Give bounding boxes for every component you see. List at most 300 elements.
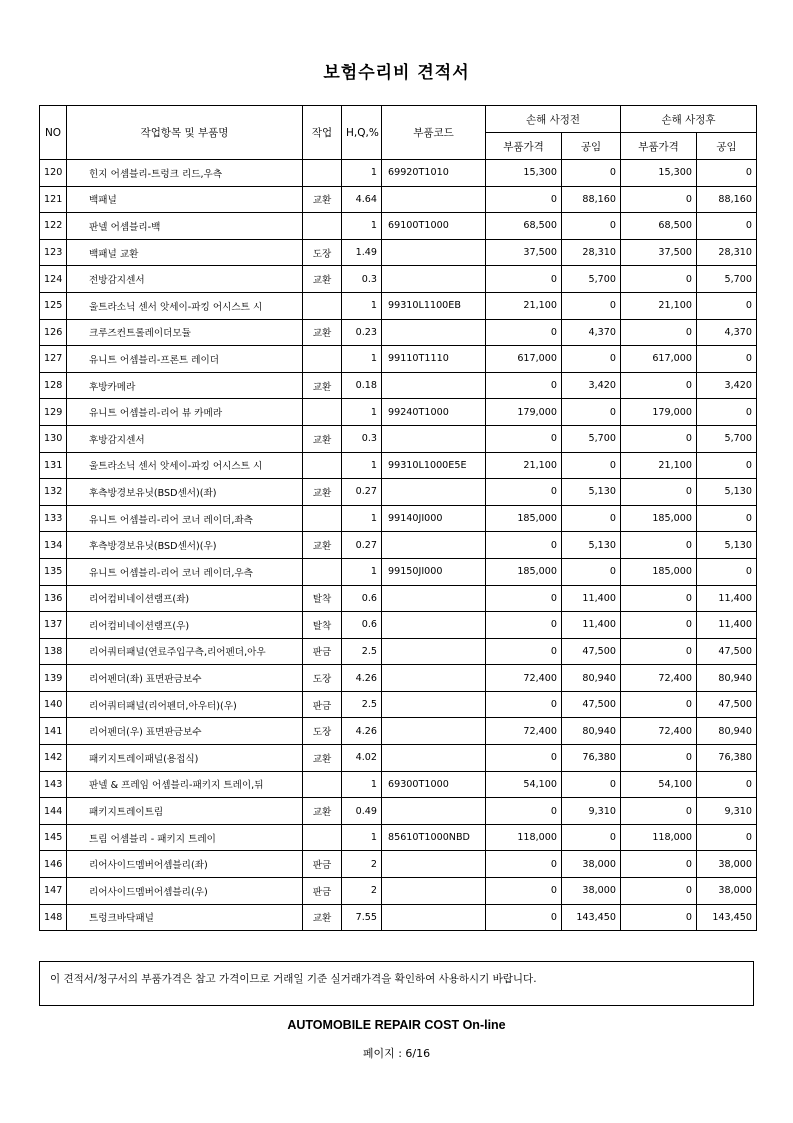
cell-before-part-price: 21,100 (486, 292, 562, 319)
cell-before-labor: 28,310 (562, 239, 621, 266)
table-row (40, 372, 757, 399)
cell-before-labor: 143,450 (562, 904, 621, 931)
cell-after-labor: 47,500 (697, 691, 757, 718)
cell-hq: 0.27 (342, 479, 382, 506)
cell-hq: 0.6 (342, 612, 382, 639)
cell-part-code: 69300T1000 (382, 771, 486, 798)
cell-before-labor: 0 (562, 452, 621, 479)
cell-item-name: 리어쿼터패널(리어펜더,아우터)(우) (67, 691, 303, 718)
cell-after-labor: 80,940 (697, 665, 757, 692)
cell-no: 144 (40, 798, 67, 825)
cell-part-code (382, 904, 486, 931)
cell-after-part-price: 0 (621, 878, 697, 905)
cell-part-code (382, 638, 486, 665)
cell-after-part-price: 68,500 (621, 213, 697, 240)
cell-item-name: 트림 어셈블리 - 패키지 트레이 (67, 824, 303, 851)
cell-item-name: 리어컴비네이션램프(우) (67, 612, 303, 639)
cell-work: 도장 (303, 718, 342, 745)
cell-before-labor: 0 (562, 558, 621, 585)
cell-no: 122 (40, 213, 67, 240)
cell-no: 137 (40, 612, 67, 639)
cell-before-part-price: 21,100 (486, 452, 562, 479)
cell-after-labor: 0 (697, 452, 757, 479)
header-no: NO (40, 106, 67, 160)
table-row (40, 399, 757, 426)
cell-before-part-price: 0 (486, 372, 562, 399)
cell-part-code: 69920T1010 (382, 160, 486, 187)
table-row (40, 346, 757, 373)
cell-hq: 0.18 (342, 372, 382, 399)
cell-work (303, 824, 342, 851)
cell-hq: 4.26 (342, 665, 382, 692)
cell-no: 132 (40, 479, 67, 506)
cell-before-part-price: 54,100 (486, 771, 562, 798)
notice-text: 이 견적서/청구서의 부품가격은 참고 가격이므로 거래일 기준 실거래가격을 확인하여 사용하시기 바랍니다. (50, 973, 537, 985)
cell-item-name: 리어사이드멤버어셈블리(우) (67, 878, 303, 905)
cell-before-part-price: 0 (486, 878, 562, 905)
cell-before-part-price: 0 (486, 266, 562, 293)
cell-after-labor: 0 (697, 292, 757, 319)
cell-work: 교환 (303, 266, 342, 293)
header-after: 손해 사정후 (621, 106, 757, 133)
cell-part-code: 99240T1000 (382, 399, 486, 426)
cell-work: 교환 (303, 372, 342, 399)
table-row (40, 292, 757, 319)
cell-before-part-price: 0 (486, 532, 562, 559)
cell-after-labor: 0 (697, 399, 757, 426)
header-after-part-price: 부품가격 (621, 133, 697, 160)
header-item: 작업항목 및 부품명 (67, 106, 303, 160)
cell-work (303, 213, 342, 240)
cell-hq: 4.64 (342, 186, 382, 213)
cell-before-labor: 5,130 (562, 532, 621, 559)
cell-before-part-price: 72,400 (486, 718, 562, 745)
cell-no: 127 (40, 346, 67, 373)
cell-work (303, 292, 342, 319)
cell-work: 판금 (303, 851, 342, 878)
cell-before-labor: 0 (562, 771, 621, 798)
table-row (40, 878, 757, 905)
table-row (40, 452, 757, 479)
cell-no: 138 (40, 638, 67, 665)
cell-before-labor: 0 (562, 505, 621, 532)
cell-part-code: 99310L1000E5E (382, 452, 486, 479)
table-row (40, 213, 757, 240)
cell-part-code (382, 585, 486, 612)
cell-work: 판금 (303, 638, 342, 665)
cell-hq: 2 (342, 851, 382, 878)
cell-work (303, 452, 342, 479)
cell-part-code: 99310L1100EB (382, 292, 486, 319)
cell-before-part-price: 68,500 (486, 213, 562, 240)
cell-item-name: 판넬 & 프레임 어셈블리-패키지 트레이,뒤 (67, 771, 303, 798)
cell-before-part-price: 185,000 (486, 505, 562, 532)
cell-after-labor: 76,380 (697, 745, 757, 772)
table-row (40, 745, 757, 772)
cell-after-part-price: 0 (621, 425, 697, 452)
cell-item-name: 울트라소닉 센서 앗세이-파킹 어시스트 시 (67, 452, 303, 479)
cell-after-labor: 0 (697, 160, 757, 187)
cell-part-code (382, 319, 486, 346)
cell-item-name: 리어컴비네이션램프(좌) (67, 585, 303, 612)
cell-hq: 0.3 (342, 425, 382, 452)
cell-hq: 1 (342, 771, 382, 798)
cell-work: 교환 (303, 532, 342, 559)
cell-item-name: 울트라소닉 센서 앗세이-파킹 어시스트 시 (67, 292, 303, 319)
cell-part-code (382, 425, 486, 452)
header-hq: H,Q,% (342, 106, 382, 160)
cell-before-part-price: 72,400 (486, 665, 562, 692)
cell-no: 145 (40, 824, 67, 851)
cell-after-part-price: 54,100 (621, 771, 697, 798)
cell-after-part-price: 185,000 (621, 558, 697, 585)
cell-item-name: 패키지트레이트림 (67, 798, 303, 825)
cell-part-code (382, 718, 486, 745)
table-row (40, 425, 757, 452)
cell-work: 교환 (303, 798, 342, 825)
cell-hq: 1 (342, 399, 382, 426)
cell-no: 134 (40, 532, 67, 559)
cell-hq: 1 (342, 824, 382, 851)
cell-item-name: 전방감지센서 (67, 266, 303, 293)
cell-item-name: 유니트 어셈블리-리어 코너 레이더,좌측 (67, 505, 303, 532)
cell-before-labor: 11,400 (562, 612, 621, 639)
cell-work (303, 505, 342, 532)
cell-no: 125 (40, 292, 67, 319)
cell-before-part-price: 0 (486, 904, 562, 931)
cell-after-labor: 0 (697, 771, 757, 798)
header-work: 작업 (303, 106, 342, 160)
footer-title: AUTOMOBILE REPAIR COST On-line (287, 1018, 506, 1032)
table-row (40, 638, 757, 665)
cell-hq: 0.3 (342, 266, 382, 293)
cell-before-labor: 38,000 (562, 878, 621, 905)
cell-no: 130 (40, 425, 67, 452)
cell-after-labor: 38,000 (697, 878, 757, 905)
cell-before-labor: 0 (562, 292, 621, 319)
cell-no: 123 (40, 239, 67, 266)
cell-part-code: 99140JI000 (382, 505, 486, 532)
cell-no: 136 (40, 585, 67, 612)
table-row (40, 558, 757, 585)
cell-after-part-price: 0 (621, 691, 697, 718)
cell-part-code: 69100T1000 (382, 213, 486, 240)
cell-after-labor: 4,370 (697, 319, 757, 346)
cell-part-code (382, 266, 486, 293)
cell-item-name: 힌지 어셈블리-트렁크 리드,우측 (67, 160, 303, 187)
cell-part-code: 85610T1000NBD (382, 824, 486, 851)
cell-item-name: 리어펜더(좌) 표면판금보수 (67, 665, 303, 692)
cell-item-name: 후방감지센서 (67, 425, 303, 452)
cell-before-labor: 47,500 (562, 691, 621, 718)
cell-before-part-price: 0 (486, 691, 562, 718)
cell-part-code (382, 372, 486, 399)
cell-after-labor: 5,130 (697, 532, 757, 559)
cell-item-name: 백패널 교환 (67, 239, 303, 266)
cell-before-labor: 88,160 (562, 186, 621, 213)
cell-part-code (382, 186, 486, 213)
cell-before-part-price: 0 (486, 186, 562, 213)
cell-part-code: 99150JI000 (382, 558, 486, 585)
table-row (40, 239, 757, 266)
cell-no: 141 (40, 718, 67, 745)
cell-before-labor: 76,380 (562, 745, 621, 772)
cell-before-labor: 80,940 (562, 665, 621, 692)
cell-after-labor: 143,450 (697, 904, 757, 931)
cell-after-part-price: 0 (621, 319, 697, 346)
cell-part-code (382, 745, 486, 772)
header-code: 부품코드 (382, 106, 486, 160)
cell-hq: 2 (342, 878, 382, 905)
cell-after-part-price: 185,000 (621, 505, 697, 532)
cell-before-part-price: 0 (486, 612, 562, 639)
cell-no: 124 (40, 266, 67, 293)
cell-before-part-price: 179,000 (486, 399, 562, 426)
cell-before-part-price: 185,000 (486, 558, 562, 585)
cell-no: 131 (40, 452, 67, 479)
cell-before-labor: 0 (562, 824, 621, 851)
cell-work: 교환 (303, 319, 342, 346)
cell-before-part-price: 0 (486, 479, 562, 506)
table-row (40, 585, 757, 612)
cell-item-name: 후방카메라 (67, 372, 303, 399)
cell-after-labor: 9,310 (697, 798, 757, 825)
cell-no: 139 (40, 665, 67, 692)
cell-no: 121 (40, 186, 67, 213)
cell-before-part-price: 617,000 (486, 346, 562, 373)
cell-item-name: 리어펜더(우) 표면판금보수 (67, 718, 303, 745)
cell-work: 교환 (303, 186, 342, 213)
table-row (40, 904, 757, 931)
cell-after-labor: 5,700 (697, 425, 757, 452)
cell-item-name: 크루즈컨트롤레이더모듈 (67, 319, 303, 346)
cell-no: 147 (40, 878, 67, 905)
cell-no: 120 (40, 160, 67, 187)
cell-before-labor: 11,400 (562, 585, 621, 612)
cell-after-labor: 0 (697, 505, 757, 532)
cell-after-part-price: 15,300 (621, 160, 697, 187)
page-number: 페이지 : 6/16 (362, 1047, 431, 1060)
estimate-table (39, 105, 757, 931)
estimate-rows (40, 160, 757, 931)
cell-hq: 1 (342, 505, 382, 532)
cell-hq: 1 (342, 213, 382, 240)
table-row (40, 532, 757, 559)
cell-before-part-price: 0 (486, 638, 562, 665)
cell-item-name: 리어사이드멤버어셈블리(좌) (67, 851, 303, 878)
cell-work: 도장 (303, 239, 342, 266)
cell-hq: 2.5 (342, 638, 382, 665)
cell-after-part-price: 0 (621, 266, 697, 293)
cell-part-code (382, 665, 486, 692)
cell-before-labor: 5,700 (562, 425, 621, 452)
cell-item-name: 트렁크바닥패널 (67, 904, 303, 931)
cell-after-part-price: 21,100 (621, 452, 697, 479)
cell-work: 교환 (303, 479, 342, 506)
cell-no: 140 (40, 691, 67, 718)
cell-part-code (382, 798, 486, 825)
cell-after-labor: 0 (697, 213, 757, 240)
cell-before-part-price: 118,000 (486, 824, 562, 851)
cell-before-labor: 9,310 (562, 798, 621, 825)
cell-hq: 1 (342, 160, 382, 187)
cell-work: 교환 (303, 745, 342, 772)
cell-work: 교환 (303, 904, 342, 931)
cell-no: 128 (40, 372, 67, 399)
cell-part-code (382, 239, 486, 266)
table-row (40, 319, 757, 346)
cell-before-part-price: 0 (486, 319, 562, 346)
cell-hq: 1 (342, 558, 382, 585)
cell-no: 148 (40, 904, 67, 931)
cell-hq: 0.6 (342, 585, 382, 612)
cell-item-name: 후측방경보유닛(BSD센서)(우) (67, 532, 303, 559)
header-after-labor: 공임 (697, 133, 757, 160)
cell-work (303, 399, 342, 426)
table-row (40, 851, 757, 878)
table-row (40, 266, 757, 293)
cell-before-part-price: 0 (486, 851, 562, 878)
cell-item-name: 패키지트레이패널(용접식) (67, 745, 303, 772)
cell-after-part-price: 0 (621, 372, 697, 399)
cell-work: 교환 (303, 425, 342, 452)
table-row (40, 691, 757, 718)
cell-no: 143 (40, 771, 67, 798)
cell-before-labor: 3,420 (562, 372, 621, 399)
cell-item-name: 판넬 어셈블리-백 (67, 213, 303, 240)
cell-after-labor: 47,500 (697, 638, 757, 665)
cell-work: 판금 (303, 878, 342, 905)
cell-item-name: 리어쿼터패널(연료주입구측,리어펜더,아우 (67, 638, 303, 665)
cell-no: 133 (40, 505, 67, 532)
cell-part-code (382, 691, 486, 718)
cell-hq: 1.49 (342, 239, 382, 266)
cell-hq: 0.23 (342, 319, 382, 346)
header-before: 손해 사정전 (486, 106, 621, 133)
cell-after-part-price: 37,500 (621, 239, 697, 266)
cell-before-labor: 0 (562, 160, 621, 187)
cell-work (303, 346, 342, 373)
cell-item-name: 유니트 어셈블리-프론트 레이더 (67, 346, 303, 373)
table-row (40, 160, 757, 187)
table-row (40, 824, 757, 851)
header-before-part-price: 부품가격 (486, 133, 562, 160)
cell-part-code: 99110T1110 (382, 346, 486, 373)
cell-after-part-price: 617,000 (621, 346, 697, 373)
cell-before-labor: 5,700 (562, 266, 621, 293)
table-row (40, 718, 757, 745)
cell-before-labor: 47,500 (562, 638, 621, 665)
cell-part-code (382, 612, 486, 639)
cell-part-code (382, 851, 486, 878)
cell-work: 탈착 (303, 612, 342, 639)
cell-work (303, 771, 342, 798)
cell-before-labor: 5,130 (562, 479, 621, 506)
cell-after-part-price: 179,000 (621, 399, 697, 426)
cell-after-labor: 80,940 (697, 718, 757, 745)
cell-no: 142 (40, 745, 67, 772)
cell-work (303, 160, 342, 187)
cell-before-labor: 80,940 (562, 718, 621, 745)
cell-after-labor: 11,400 (697, 612, 757, 639)
cell-work: 도장 (303, 665, 342, 692)
cell-after-part-price: 0 (621, 851, 697, 878)
cell-hq: 0.27 (342, 532, 382, 559)
cell-after-part-price: 0 (621, 585, 697, 612)
cell-after-labor: 5,700 (697, 266, 757, 293)
table-row (40, 771, 757, 798)
cell-item-name: 유니트 어셈블리-리어 뷰 카메라 (67, 399, 303, 426)
cell-after-labor: 88,160 (697, 186, 757, 213)
cell-after-part-price: 0 (621, 638, 697, 665)
cell-item-name: 유니트 어셈블리-리어 코너 레이더,우측 (67, 558, 303, 585)
table-row (40, 186, 757, 213)
cell-part-code (382, 532, 486, 559)
cell-before-labor: 0 (562, 399, 621, 426)
cell-after-part-price: 0 (621, 186, 697, 213)
cell-before-labor: 4,370 (562, 319, 621, 346)
cell-no: 129 (40, 399, 67, 426)
cell-before-labor: 0 (562, 346, 621, 373)
table-row (40, 505, 757, 532)
cell-after-part-price: 0 (621, 532, 697, 559)
cell-after-part-price: 0 (621, 904, 697, 931)
cell-hq: 1 (342, 452, 382, 479)
cell-before-labor: 0 (562, 213, 621, 240)
cell-before-part-price: 0 (486, 425, 562, 452)
cell-part-code (382, 878, 486, 905)
cell-hq: 1 (342, 346, 382, 373)
cell-no: 146 (40, 851, 67, 878)
cell-no: 126 (40, 319, 67, 346)
cell-after-labor: 3,420 (697, 372, 757, 399)
document-title: 보험수리비 견적서 (323, 63, 470, 83)
cell-hq: 0.49 (342, 798, 382, 825)
cell-after-labor: 11,400 (697, 585, 757, 612)
cell-before-labor: 38,000 (562, 851, 621, 878)
cell-after-part-price: 0 (621, 612, 697, 639)
cell-after-part-price: 72,400 (621, 665, 697, 692)
cell-work (303, 558, 342, 585)
cell-work: 판금 (303, 691, 342, 718)
cell-item-name: 백패널 (67, 186, 303, 213)
cell-before-part-price: 0 (486, 745, 562, 772)
cell-work: 탈착 (303, 585, 342, 612)
table-row (40, 798, 757, 825)
cell-after-part-price: 0 (621, 745, 697, 772)
cell-before-part-price: 15,300 (486, 160, 562, 187)
cell-no: 135 (40, 558, 67, 585)
cell-after-part-price: 0 (621, 798, 697, 825)
cell-after-labor: 0 (697, 558, 757, 585)
cell-hq: 7.55 (342, 904, 382, 931)
cell-before-part-price: 0 (486, 798, 562, 825)
cell-hq: 4.26 (342, 718, 382, 745)
cell-after-labor: 38,000 (697, 851, 757, 878)
cell-hq: 2.5 (342, 691, 382, 718)
cell-hq: 4.02 (342, 745, 382, 772)
cell-after-part-price: 72,400 (621, 718, 697, 745)
cell-after-labor: 0 (697, 346, 757, 373)
table-row (40, 665, 757, 692)
cell-after-labor: 28,310 (697, 239, 757, 266)
cell-before-part-price: 0 (486, 585, 562, 612)
cell-after-part-price: 0 (621, 479, 697, 506)
cell-hq: 1 (342, 292, 382, 319)
header-before-labor: 공임 (562, 133, 621, 160)
table-row (40, 479, 757, 506)
cell-after-part-price: 21,100 (621, 292, 697, 319)
